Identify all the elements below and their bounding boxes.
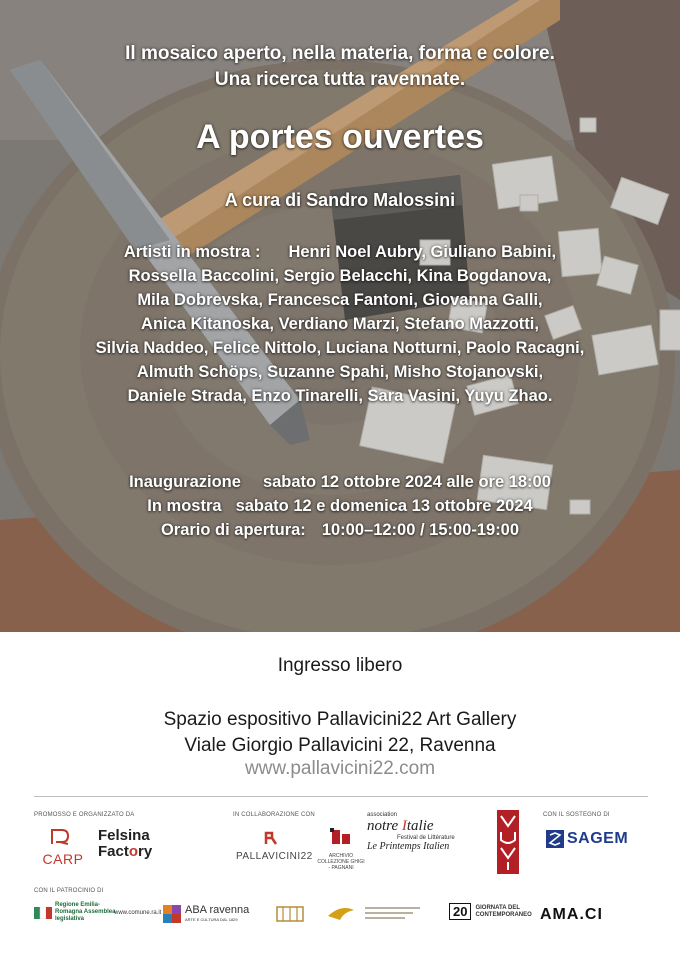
notre-festival: Festival de Littérature bbox=[397, 835, 455, 841]
curator: A cura di Sandro Malossini bbox=[224, 190, 456, 210]
sagem-mark-icon bbox=[546, 830, 564, 848]
institution-logo bbox=[275, 904, 305, 929]
artist-line: Mila Dobrevska, Francesca Fantoni, Giovanna Galli, bbox=[137, 291, 543, 309]
exhibition-title: A portes ouvertes bbox=[196, 118, 484, 156]
pallavicini-text: PALLAVICINI22 bbox=[236, 851, 313, 862]
sponsor-divider bbox=[34, 796, 648, 797]
promoted-caption: PROMOSSO E ORGANIZZATO DA bbox=[34, 812, 135, 818]
artist-line: Anica Kitanoska, Verdiano Marzi, Stefano Mazzotti, bbox=[141, 315, 539, 333]
giornata-logo bbox=[449, 903, 532, 920]
felsina-factory-logo bbox=[98, 828, 152, 860]
artist-list bbox=[0, 240, 680, 408]
schedule-show bbox=[0, 494, 680, 518]
pallavicini-mark-icon bbox=[263, 830, 279, 846]
star-emblem-icon bbox=[326, 904, 356, 922]
support-caption: CON IL SOSTEGNO DI bbox=[543, 812, 610, 818]
artist-line: Silvia Naddeo, Felice Nittolo, Luciana Notturni, Paolo Racagni, bbox=[95, 339, 585, 357]
artist-line: Rossella Baccolini, Sergio Belacchi, Kina Bogdanova, bbox=[128, 267, 552, 285]
artist-line: Daniele Strada, Enzo Tinarelli, Sara Vasini, Yuyu Zhao. bbox=[127, 387, 553, 405]
venue-address bbox=[0, 707, 680, 759]
giornata-text: GIORNATA DEL CONTEMPORANEO bbox=[475, 904, 532, 918]
aba-mark-icon bbox=[163, 905, 181, 923]
hours-label: Orario di apertura: bbox=[160, 521, 306, 539]
schedule-opening bbox=[0, 470, 680, 494]
notre-italie-logo bbox=[367, 812, 492, 852]
sagem-text: SAGEM bbox=[567, 830, 629, 847]
artist-line-text: Henri Noel Aubry, Giuliano Babini, bbox=[288, 243, 557, 261]
venue-name: Spazio espositivo Pallavicini22 Art Gallery bbox=[163, 709, 517, 730]
amaci-logo: AMA.CI bbox=[540, 906, 603, 923]
carp-text: CARP bbox=[42, 851, 84, 867]
ghigi-text: ARCHIVIO COLLEZIONE GHIGI - PAGNANI bbox=[317, 853, 365, 871]
patronage-caption: CON IL PATROCINIO DI bbox=[34, 888, 104, 894]
show-label: In mostra bbox=[147, 497, 222, 515]
notre-sub: Le Printemps Italien bbox=[367, 841, 450, 852]
ghigi-logo bbox=[316, 826, 366, 871]
carp-mark-icon bbox=[48, 826, 78, 846]
regione-text: Regione Emilia-Romagna Assemblea legislativa bbox=[55, 902, 116, 922]
municipality-logo bbox=[365, 904, 425, 920]
text-block-icon bbox=[365, 904, 425, 920]
aba-logo bbox=[163, 904, 249, 923]
muvi-mark-icon bbox=[497, 810, 519, 874]
giornata-number: 20 bbox=[449, 903, 471, 920]
artists-lead: Artisti in mostra : bbox=[123, 243, 261, 261]
schedule bbox=[0, 470, 680, 542]
artist-line bbox=[0, 240, 680, 264]
venue-street: Viale Giorgio Pallavicini 22, Ravenna bbox=[184, 735, 496, 756]
tagline-line-1: Il mosaico aperto, nella materia, forma e colore. bbox=[125, 43, 555, 64]
show-value: sabato 12 e domenica 13 ottobre 2024 bbox=[235, 497, 533, 515]
regione-flag-icon bbox=[34, 907, 52, 919]
ghigi-mark-icon bbox=[316, 826, 366, 848]
aba-text: ABA ravenna bbox=[185, 904, 250, 916]
tagline-line-2: Una ricerca tutta ravennate. bbox=[214, 69, 466, 90]
website-link[interactable]: www.pallavicini22.com bbox=[244, 758, 436, 779]
aba-sub: ARTE E CULTURA DAL 1829 bbox=[185, 917, 238, 922]
felsina-line1: Felsina bbox=[98, 827, 150, 844]
pallavicini-logo bbox=[236, 830, 313, 862]
notre-main: notre Italie bbox=[367, 818, 434, 834]
artist-line: Almuth Schöps, Suzanne Spahi, Misho Stojanovski, bbox=[136, 363, 544, 381]
felsina-line2: Factory bbox=[98, 843, 153, 860]
collab-caption: IN COLLABORAZIONE CON bbox=[233, 812, 315, 818]
bookshelf-icon bbox=[275, 904, 305, 924]
opening-value: sabato 12 ottobre 2024 alle ore 18:00 bbox=[262, 473, 551, 491]
notre-assoc: association bbox=[367, 812, 398, 818]
free-entry: Ingresso libero bbox=[277, 655, 403, 676]
sagem-logo bbox=[546, 830, 628, 848]
hours-value: 10:00–12:00 / 15:00-19:00 bbox=[321, 521, 520, 539]
ministry-logo bbox=[326, 904, 356, 927]
muvi-logo bbox=[497, 810, 519, 879]
carp-logo bbox=[40, 826, 86, 867]
schedule-hours bbox=[0, 518, 680, 542]
opening-label: Inaugurazione bbox=[129, 473, 241, 491]
comune-link[interactable]: www.comune.ra.it bbox=[114, 910, 162, 916]
